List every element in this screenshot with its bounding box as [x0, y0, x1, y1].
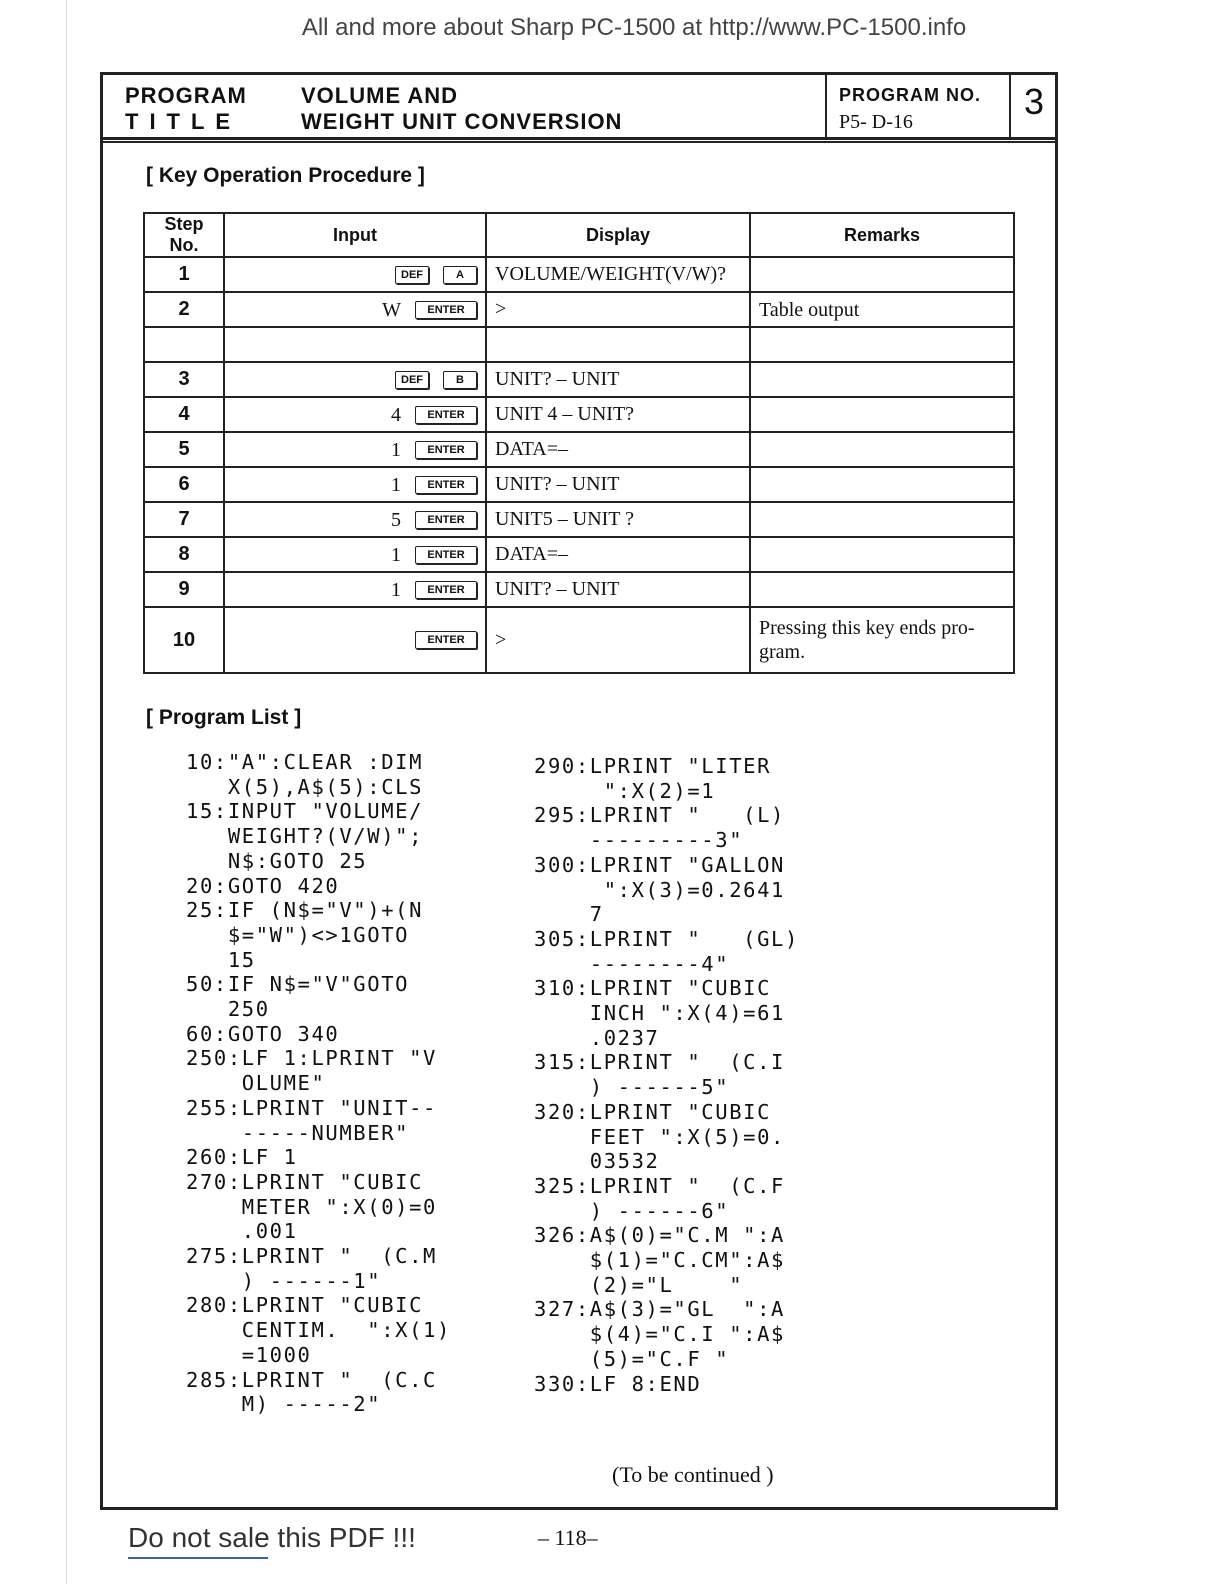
col-display: Display [486, 213, 750, 257]
key-b-icon: B [443, 371, 477, 389]
program-list-right: 290:LPRINT "LITER ":X(2)=1 295:LPRINT " (L) ---------3" 300:LPRINT "GALLON ":X(3)=0.2641 7 305:LPRINT " (GL) --------4" 310:LPRINT "CUBIC INCH ":X(4)=61 .0237 315:LPRINT " (C.I ) ------5" 320:LPRINT "CUBIC FEET ":X(5)=0. 03532 325:LPRINT " (C.F ) ------6" 326:A$(0)="C.M ":A $(1)="C.CM":A$ (2)="L " 327:A$(3)="GL ":A $(4)="C.I ":A$ (5)="C.F " 330:LF 8:END [534, 754, 799, 1396]
input-cell [224, 257, 486, 292]
footer-notice: Do not sale this PDF !!! [128, 1522, 416, 1553]
step-cell: 3 [144, 362, 224, 397]
input-cell [224, 292, 486, 327]
input-value: 1 [391, 578, 401, 601]
remarks-cell [750, 257, 1014, 292]
table-row [144, 572, 1014, 607]
remarks-cell: Pressing this key ends pro-gram. [750, 607, 1014, 673]
table-row [144, 502, 1014, 537]
input-cell [224, 572, 486, 607]
program-title-line1: VOLUME AND [301, 83, 459, 108]
table-row [144, 257, 1014, 292]
table-body [144, 257, 1014, 673]
step-cell: 2 [144, 292, 224, 327]
step-cell: 10 [144, 607, 224, 673]
title-double-rule [103, 141, 1055, 143]
display-cell: UNIT? – UNIT [486, 362, 750, 397]
remarks-cell [750, 327, 1014, 362]
step-cell: 5 [144, 432, 224, 467]
step-cell: 8 [144, 537, 224, 572]
program-number: 3 [1023, 81, 1045, 122]
program-label: PROGRAM [125, 83, 247, 108]
key-enter-icon: ENTER [415, 546, 477, 564]
title-bar [103, 75, 1055, 140]
display-cell: UNIT? – UNIT [486, 467, 750, 502]
table-row [144, 467, 1014, 502]
input-value: 5 [391, 508, 401, 531]
input-value: 4 [391, 403, 401, 426]
remarks-cell [750, 572, 1014, 607]
step-cell: 4 [144, 397, 224, 432]
display-cell: > [486, 607, 750, 673]
key-enter-icon: ENTER [415, 406, 477, 424]
input-cell [224, 397, 486, 432]
input-cell [224, 362, 486, 397]
key-enter-icon: ENTER [415, 301, 477, 319]
table-header-row [144, 213, 1014, 257]
step-cell: 6 [144, 467, 224, 502]
remarks-cell [750, 537, 1014, 572]
table-row [144, 397, 1014, 432]
key-def-icon: DEF [395, 371, 429, 389]
table-row [144, 327, 1014, 362]
table-row [144, 607, 1014, 673]
table-row [144, 537, 1014, 572]
display-cell [486, 327, 750, 362]
title-label: TITLE [125, 109, 242, 134]
continued-note: (To be continued ) [612, 1462, 774, 1487]
program-list-heading: [ Program List ] [146, 706, 302, 729]
display-cell: > [486, 292, 750, 327]
key-enter-icon: ENTER [415, 511, 477, 529]
remarks-cell [750, 397, 1014, 432]
input-cell [224, 432, 486, 467]
remarks-cell [750, 362, 1014, 397]
display-cell: UNIT 4 – UNIT? [486, 397, 750, 432]
key-a-icon: A [443, 266, 477, 284]
display-cell: DATA=– [486, 537, 750, 572]
display-cell: VOLUME/WEIGHT(V/W)? [486, 257, 750, 292]
key-enter-icon: ENTER [415, 631, 477, 649]
footer-underline [128, 1557, 268, 1559]
program-title-line2: WEIGHT UNIT CONVERSION [301, 109, 623, 134]
display-cell: UNIT? – UNIT [486, 572, 750, 607]
step-cell [144, 327, 224, 362]
display-cell: UNIT5 – UNIT ? [486, 502, 750, 537]
key-enter-icon: ENTER [415, 441, 477, 459]
key-operation-table [143, 212, 1015, 674]
step-cell: 1 [144, 257, 224, 292]
table-row [144, 292, 1014, 327]
step-cell: 9 [144, 572, 224, 607]
table-row [144, 432, 1014, 467]
col-step: Step No. [144, 213, 224, 257]
program-list-left: 10:"A":CLEAR :DIM X(5),A$(5):CLS 15:INPUT "VOLUME/ WEIGHT?(V/W)"; N$:GOTO 25 20:GOTO 420 25:IF (N$="V")+(N $="W")<>1GOTO 15 50:IF N$="V"GOTO 250 60:GOTO 340 250:LF 1:LPRINT "V OLUME" 255:LPRINT "UNIT-- -----NUMBER" 260:LF 1 270:LPRINT "CUBIC METER ":X(0)=0 .001 275:LPRINT " (C.M ) ------1" 280:LPRINT "CUBIC CENTIM. ":X(1) =1000 285:LPRINT " (C.C M) -----2" [186, 750, 451, 1417]
key-operation-heading: [ Key Operation Procedure ] [146, 164, 425, 187]
table-row [144, 362, 1014, 397]
input-cell [224, 607, 486, 673]
program-no-value: P5- D-16 [839, 111, 913, 133]
key-def-icon: DEF [395, 266, 429, 284]
remarks-cell [750, 467, 1014, 502]
page-edge-rule [66, 0, 67, 1584]
input-cell [224, 537, 486, 572]
input-value: 1 [391, 543, 401, 566]
display-cell: DATA=– [486, 432, 750, 467]
remarks-cell [750, 432, 1014, 467]
input-value: W [382, 298, 401, 321]
remarks-cell: Table output [750, 292, 1014, 327]
col-input: Input [224, 213, 486, 257]
program-no-label: PROGRAM NO. [839, 85, 982, 105]
input-value: 1 [391, 438, 401, 461]
page-number: – 118– [538, 1525, 598, 1550]
remarks-cell [750, 502, 1014, 537]
input-cell [224, 467, 486, 502]
title-divider [825, 75, 827, 137]
input-cell [224, 327, 486, 362]
col-remarks: Remarks [750, 213, 1014, 257]
key-enter-icon: ENTER [415, 581, 477, 599]
header-note: All and more about Sharp PC-1500 at http://www.PC-1500.info [301, 14, 967, 41]
input-cell [224, 502, 486, 537]
key-enter-icon: ENTER [415, 476, 477, 494]
input-value: 1 [391, 473, 401, 496]
step-cell: 7 [144, 502, 224, 537]
